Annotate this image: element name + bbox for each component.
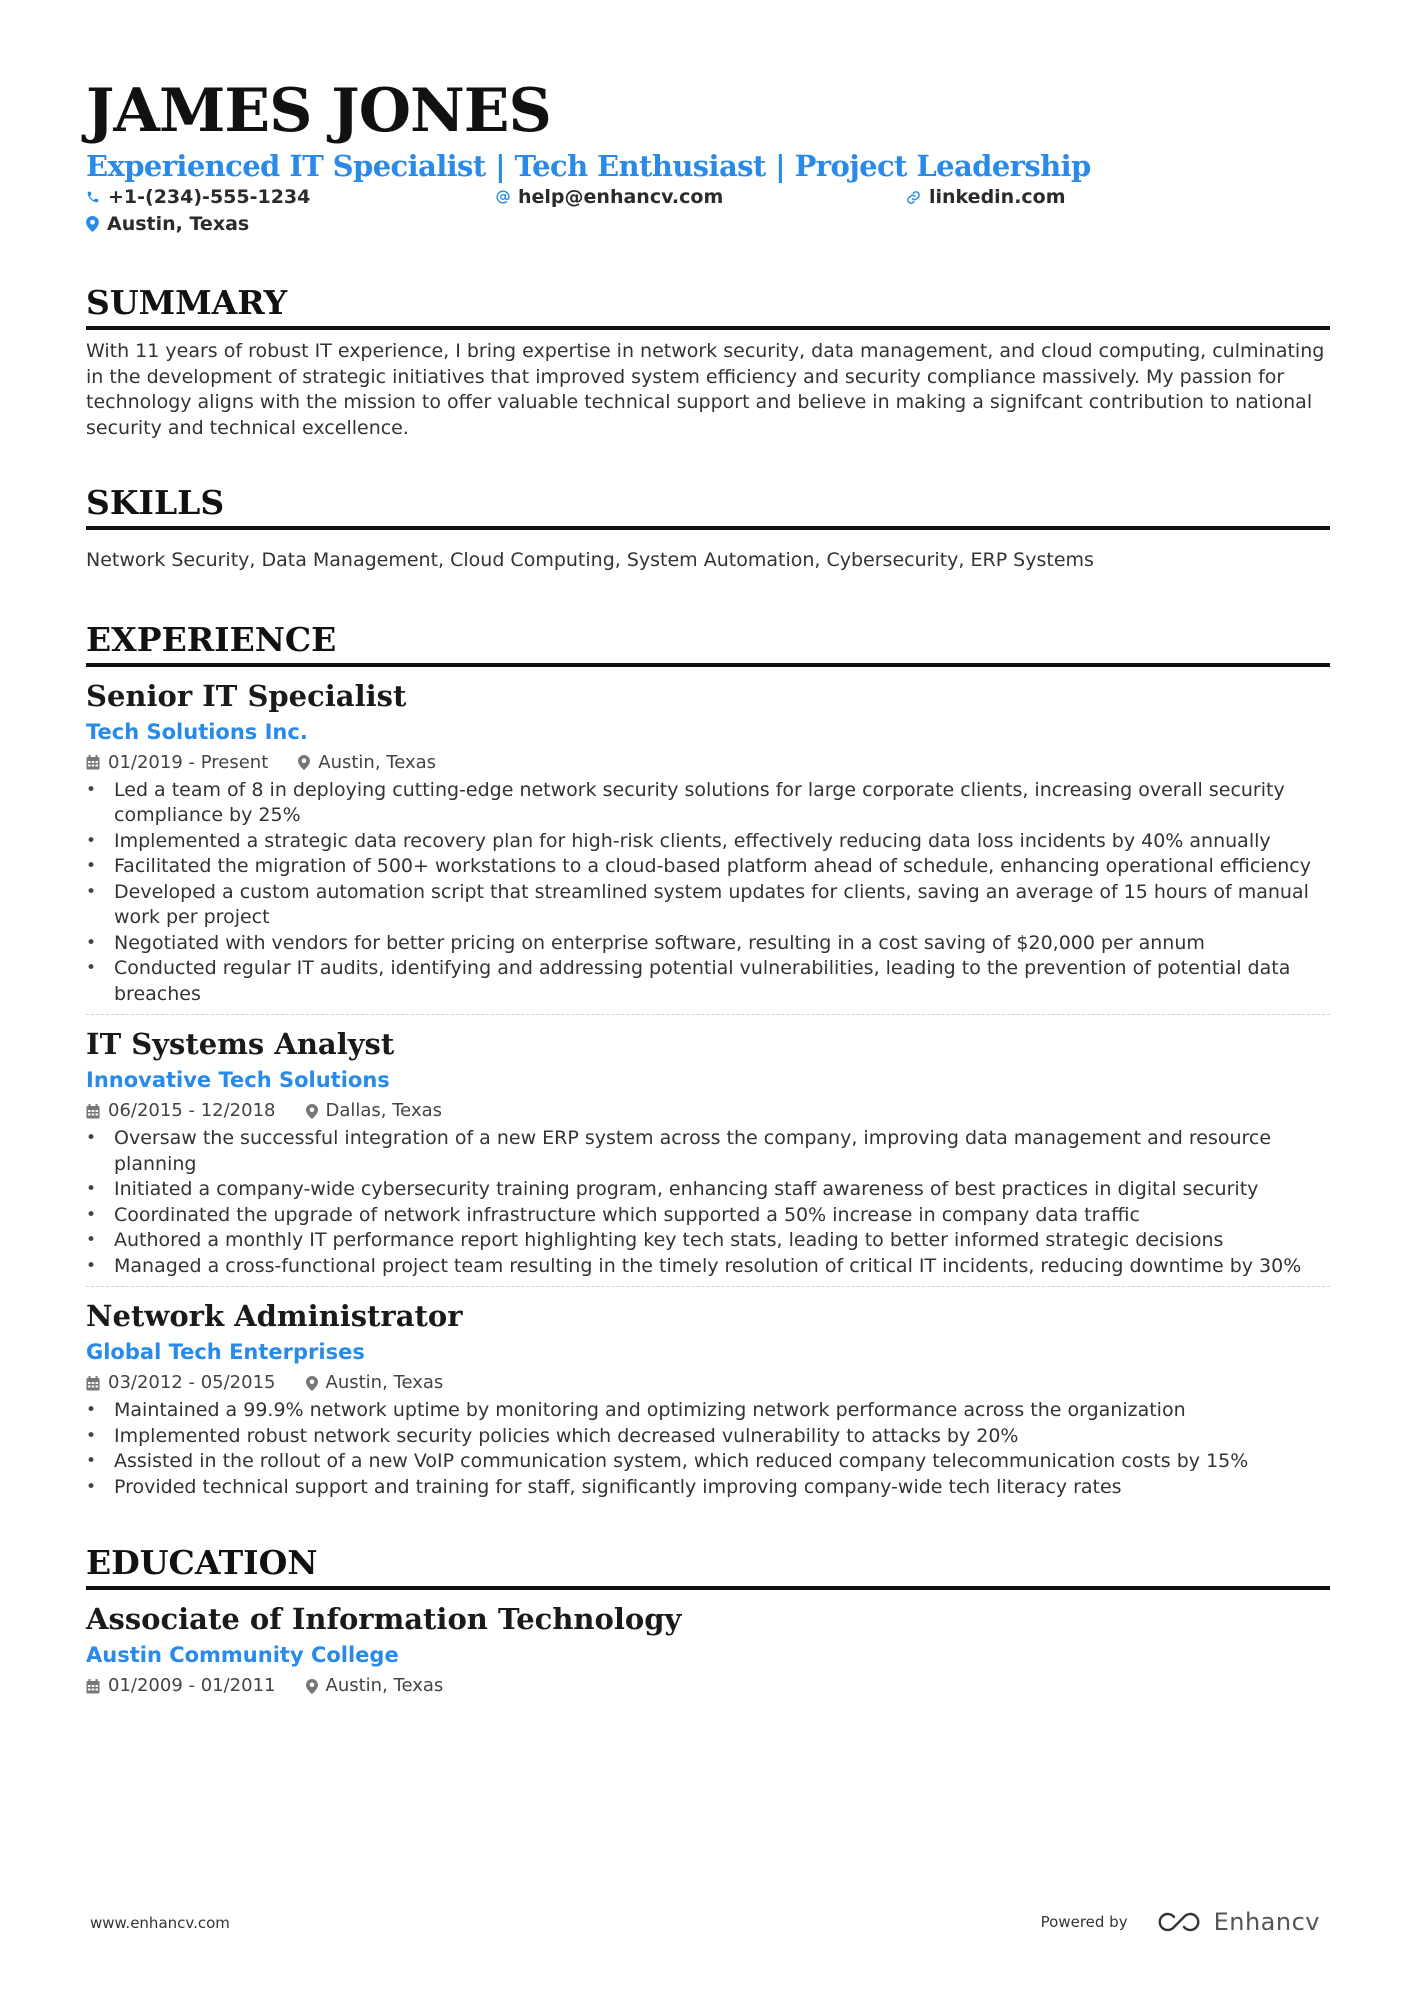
entry-location <box>306 1096 443 1126</box>
entry-location <box>306 1671 444 1701</box>
footer-url-link[interactable]: www.enhancv.com <box>90 1914 230 1932</box>
list-item: • Managed a cross-functional project team resulting in the timely resolution of critical IT incidents, reducing downtime by 30% <box>86 1254 1330 1280</box>
footer-brand <box>1041 1908 1320 1936</box>
degree-title: Associate of Information Technology <box>86 1602 682 1636</box>
entry-meta <box>86 1096 1330 1126</box>
summary-text: With 11 years of robust IT experience, I bring expertise in network security, data management, and cloud computing, culminating in the development of strategic initiatives that improved system efficiency and security compliance massively. My passion for technology aligns with the mission to offer valuable technical support and believe in making a signifcant contribution to national security and technical excellence. <box>86 340 1325 439</box>
list-item: • Maintained a 99.9% network uptime by monitoring and optimizing network performance across the organization <box>86 1398 1330 1424</box>
phone-text: +1-(234)-555-1234 <box>108 186 311 208</box>
calendar-icon <box>86 1104 100 1119</box>
experience-entry <box>86 1286 1330 1507</box>
company-name: Tech Solutions Inc. <box>86 719 308 744</box>
achievement-list <box>86 778 1330 1008</box>
education-section <box>86 1543 1330 1708</box>
location-text: Austin, Texas <box>325 1372 444 1393</box>
list-item: • Developed a custom automation script that streamlined system updates for clients, saving an average of 15 hours of manual work per project <box>86 880 1330 931</box>
summary-section <box>86 283 1330 441</box>
experience-entry <box>86 1014 1330 1286</box>
experience-heading: EXPERIENCE <box>86 620 1330 667</box>
location-text: Dallas, Texas <box>325 1100 442 1121</box>
contact-location <box>86 213 249 235</box>
list-item: • Led a team of 8 in deploying cutting-edge network security solutions for large corporate clients, increasing overall security compliance by 25% <box>86 778 1330 829</box>
contact-phone <box>86 186 310 208</box>
link-icon <box>906 190 921 205</box>
date-text: 01/2009 - 01/2011 <box>108 1675 276 1696</box>
company-name: Innovative Tech Solutions <box>86 1068 390 1092</box>
skills-text: Network Security, Data Management, Cloud Computing, System Automation, Cybersecurity, ERP Systems <box>86 549 1094 571</box>
contact-linkedin[interactable] <box>906 186 1066 208</box>
page-footer <box>90 1908 1320 1942</box>
map-pin-icon <box>298 755 310 770</box>
list-item: • Facilitated the migration of 500+ workstations to a cloud-based platform ahead of schedule, enhancing operational efficiency <box>86 854 1330 880</box>
enhancv-logo-icon <box>1156 1910 1202 1934</box>
education-heading: EDUCATION <box>86 1543 1330 1590</box>
list-item: • Implemented a strategic data recovery plan for high-risk clients, effectively reducing data loss incidents by 40% annually <box>86 829 1330 855</box>
list-item: • Provided technical support and training for staff, significantly improving company-wide tech literacy rates <box>86 1475 1330 1501</box>
date-text: 01/2019 - Present <box>108 751 269 773</box>
location-text: Austin, Texas <box>318 751 437 773</box>
company-name: Global Tech Enterprises <box>86 1340 365 1364</box>
summary-heading: SUMMARY <box>86 283 1330 330</box>
powered-by-label: Powered by <box>1040 1913 1128 1931</box>
date-text: 03/2012 - 05/2015 <box>108 1372 276 1393</box>
phone-icon <box>86 190 100 204</box>
skills-heading: SKILLS <box>86 483 1330 530</box>
entry-location <box>298 748 436 778</box>
location-text: Austin, Texas <box>325 1675 444 1696</box>
experience-entry <box>86 667 1330 1015</box>
job-title: Senior IT Specialist <box>86 678 407 713</box>
email-link[interactable]: help@enhancv.com <box>518 186 724 208</box>
map-pin-icon <box>306 1104 318 1119</box>
list-item: • Negotiated with vendors for better pricing on enterprise software, resulting in a cost saving of $20,000 per annum <box>86 931 1330 957</box>
resume-header <box>86 76 1330 240</box>
entry-location <box>306 1368 444 1398</box>
experience-section <box>86 620 1330 1508</box>
list-item: • Authored a monthly IT performance report highlighting key tech stats, leading to better informed strategic decisions <box>86 1228 1330 1254</box>
list-item: • Assisted in the rollout of a new VoIP communication system, which reduced company telecommunication costs by 15% <box>86 1449 1330 1475</box>
candidate-tagline: Experienced IT Specialist | Tech Enthusiast | Project Leadership <box>86 149 1091 183</box>
education-entry <box>86 1590 1330 1708</box>
map-pin-icon <box>306 1376 318 1391</box>
linkedin-link[interactable]: linkedin.com <box>929 186 1066 208</box>
date-range <box>86 1671 276 1701</box>
job-title: Network Administrator <box>86 1299 463 1333</box>
brand-name: Enhancv <box>1213 1908 1320 1936</box>
at-sign-icon <box>496 190 510 204</box>
map-pin-icon <box>306 1679 318 1694</box>
contact-info <box>86 186 1330 240</box>
entry-meta <box>86 748 1330 778</box>
list-item: • Conducted regular IT audits, identifying and addressing potential vulnerabilities, leading to the prevention of potential data breaches <box>86 956 1330 1007</box>
location-text: Austin, Texas <box>107 213 250 235</box>
list-item: • Implemented robust network security policies which decreased vulnerability to attacks by 20% <box>86 1424 1330 1450</box>
job-title: IT Systems Analyst <box>86 1027 395 1061</box>
resume-page <box>86 76 1330 1708</box>
map-pin-icon <box>86 216 99 232</box>
school-name: Austin Community College <box>86 1643 399 1667</box>
list-item: • Oversaw the successful integration of a new ERP system across the company, improving data management and resource planning <box>86 1126 1330 1177</box>
calendar-icon <box>86 1679 100 1694</box>
contact-email[interactable] <box>496 186 723 208</box>
achievement-list <box>86 1398 1330 1500</box>
date-text: 06/2015 - 12/2018 <box>108 1100 276 1121</box>
entry-meta <box>86 1368 1330 1398</box>
entry-meta <box>86 1671 1330 1701</box>
calendar-icon <box>86 755 100 770</box>
calendar-icon <box>86 1376 100 1391</box>
skills-section <box>86 483 1330 574</box>
list-item: • Initiated a company-wide cybersecurity training program, enhancing staff awareness of best practices in digital security <box>86 1177 1330 1203</box>
achievement-list <box>86 1126 1330 1279</box>
candidate-name: JAMES JONES <box>86 76 551 146</box>
date-range <box>86 1096 276 1126</box>
date-range <box>86 748 268 778</box>
list-item: • Coordinated the upgrade of network infrastructure which supported a 50% increase in company data traffic <box>86 1203 1330 1229</box>
date-range <box>86 1368 276 1398</box>
